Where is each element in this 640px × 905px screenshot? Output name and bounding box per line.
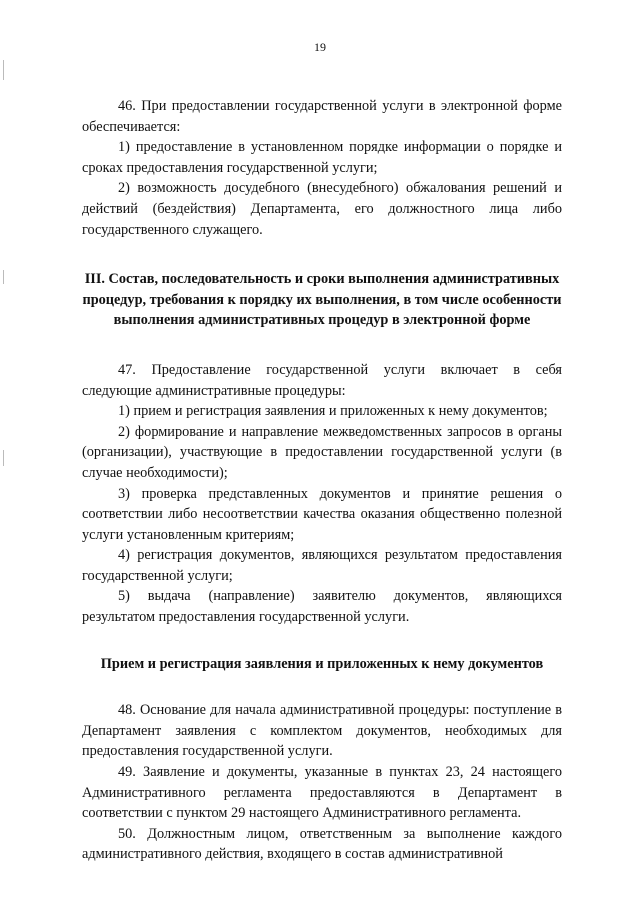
paragraph-47-item-3: 3) проверка представленных документов и принятие решения о соответствии либо несоответствии качества оказания общественно полезной услуги установленным критериям;: [82, 485, 562, 543]
scan-edge-mark: [3, 270, 4, 284]
scan-edge-mark: [3, 450, 4, 466]
page-number: 19: [314, 40, 326, 54]
paragraph-47-item-2: 2) формирование и направление межведомственных запросов в органы (организации), участвующие в предоставлении государственной услуги (в случае необходимости);: [82, 423, 562, 481]
paragraph-49: 49. Заявление и документы, указанные в пунктах 23, 24 настоящего Административного регламента предоставляются в Департамент в соответствии с пунктом 29 настоящего Административного регламента.: [82, 764, 562, 822]
document-body: [82, 96, 562, 865]
paragraph-46-item-2: 2) возможность досудебного (внесудебного) обжалования решений и действий (бездействия) Департамента, его должностного лица либо государственного служащего.: [82, 180, 562, 238]
paragraph-47-item-4: 4) регистрация документов, являющихся результатом предоставления государственной услуги;: [82, 547, 562, 584]
section-heading-iii: III. Состав, последовательность и сроки выполнения административных процедур, требования к порядку их выполнения, в том числе особенности выполнения административных процедур в электронной форме: [82, 271, 562, 329]
paragraph-46-item-1: 1) предоставление в установленном порядке информации о порядке и сроках предоставления государственной услуги;: [82, 139, 562, 176]
paragraph-47-item-5: 5) выдача (направление) заявителю документов, являющихся результатом предоставления государственной услуги.: [82, 588, 562, 626]
paragraph-47-item-1: 1) прием и регистрация заявления и приложенных к нему документов;: [118, 403, 548, 420]
paragraph-48: 48. Основание для начала административной процедуры: поступление в Департамент заявления с комплектом документов, необходимых для предоставления государственной услуги.: [82, 702, 562, 760]
paragraph-47: 47. Предоставление государственной услуги включает в себя следующие административные процедуры:: [82, 361, 562, 399]
scan-edge-mark: [3, 60, 4, 80]
paragraph-46: 46. При предоставлении государственной услуги в электронной форме обеспечивается:: [82, 98, 562, 135]
paragraph-50: 50. Должностным лицом, ответственным за выполнение каждого административного действия, входящего в состав административной: [82, 825, 562, 863]
subsection-heading: Прием и регистрация заявления и приложенных к нему документов: [100, 655, 544, 672]
